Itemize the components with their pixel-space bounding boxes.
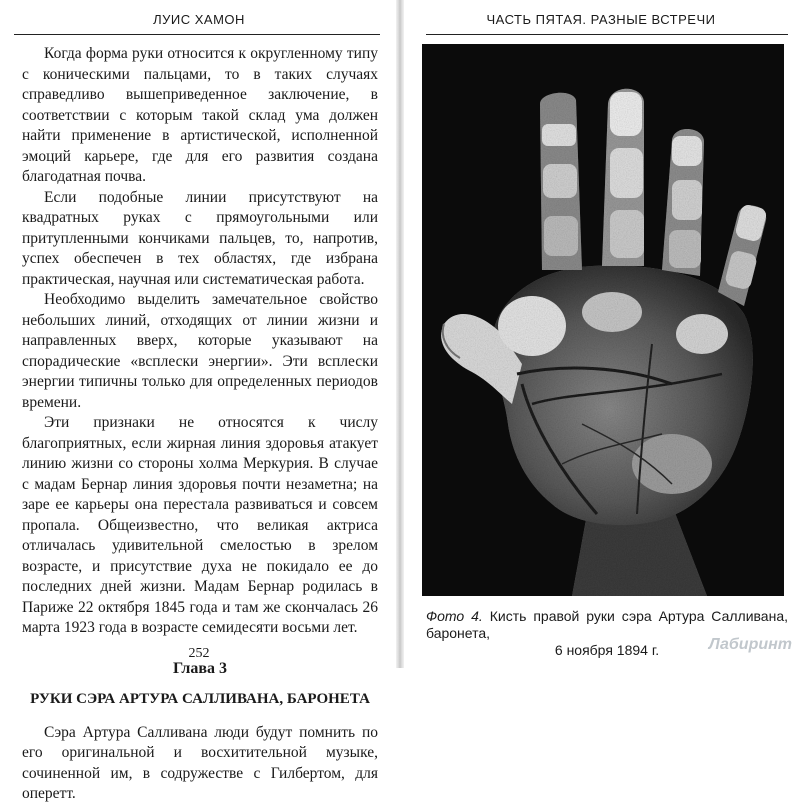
paragraph-4: Эти признаки не относятся к числу благоприятных, если жирная линия здоровья атакует линию жизни со стороны холма Меркурия. В случае с мадам Бернар линия здоровья почти незаметна; на заре ее карьеры она перестала развиваться и совсем пропала. Общеизвестно, что великая актриса отличалась удивительной смелостью в зрелом возрасте, и присутствие духа не покидало ее до последних дней жизни. Мадам Бернар родилась в Париже 22 октября 1845 года и там же скончалась 26 марта 1923 года в возрасте семидесяти восьми лет.	[22, 414, 378, 636]
paragraph-3: Необходимо выделить замечательное свойство небольших линий, отходящих от линии жизни и направленных вверх, которые указывают на спорадические «всплески энергии». Эти всплески энергии типичны только для определенных периодов времени.	[22, 291, 378, 411]
left-running-head: ЛУИС ХАМОН	[153, 12, 245, 27]
paragraph-1: Когда форма руки относится к округленному типу с коническими пальцами, то в таких случаях справедливо вышеприведенное заключение, в соответствии с которым такой склад ума должен найти применение в артистической, исполненной эмоций карьере, где для его развития создана благодатная почва.	[22, 45, 378, 185]
paragraph-2: Если подобные линии присутствуют на квадратных руках с прямоугольными или притупленными кончиками пальцев, то, напротив, успех обеспечен в тех областях, где избрана практическая, научная или систематическая работа.	[22, 188, 378, 288]
photo-label: Фото 4.	[426, 608, 483, 624]
left-header-rule	[14, 34, 380, 35]
left-page	[0, 0, 398, 802]
chapter-number: Глава 3	[173, 659, 227, 677]
left-text-block	[22, 44, 378, 805]
hand-print-illustration	[422, 44, 784, 596]
chapter-paragraph: Сэра Артура Салливана люди будут помнить по его оригинальной и восхитительной музыке, сочиненной им, в содружестве с Гилбертом, для оперетт.	[22, 723, 378, 802]
photo-date: 6 ноября 1894 г.	[554, 642, 660, 658]
left-page-number: 252	[188, 646, 210, 661]
photo-caption-text: Кисть правой руки сэра Артура Салливана, баронета,	[426, 608, 788, 641]
watermark-logo: Лабиринт	[708, 636, 792, 653]
right-page	[402, 0, 800, 668]
chapter-title: РУКИ СЭРА АРТУРА САЛЛИВАНА, БАРОНЕТА	[30, 690, 370, 707]
right-header-rule	[426, 34, 788, 35]
right-running-head: ЧАСТЬ ПЯТАЯ. РАЗНЫЕ ВСТРЕЧИ	[486, 12, 716, 27]
hand-print-photo	[422, 44, 784, 596]
